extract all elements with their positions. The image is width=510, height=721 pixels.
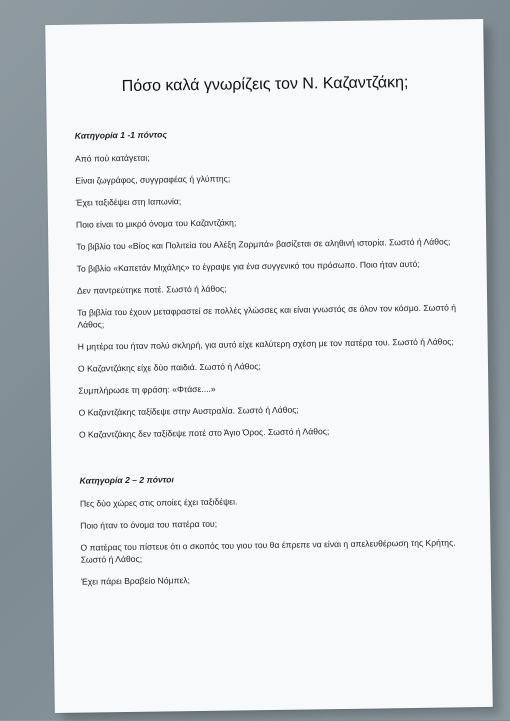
question-item: Η μητέρα του ήταν πολύ σκληρή, για αυτό είχε καλύτερη σχέση με τον πατέρα του. Σωστό ή Λάθος;: [77, 336, 454, 352]
question-item: Συμπλήρωσε τη φράση: «Φτάσε....»: [78, 383, 216, 396]
question-item: Ο Καζαντζάκης ταξίδεψε στην Αυστραλία. Σωστό ή Λάθος;: [78, 404, 299, 418]
document-title: Πόσο καλά γνωρίζεις τον Ν. Καζαντζάκη;: [121, 74, 409, 96]
question-item: Ποιο ήταν το όνομα του πατέρα του;: [80, 518, 218, 531]
question-item: Έχει ταξιδέψει στη Ιαπωνία;: [75, 196, 182, 208]
question-item: Ποιο είναι το μικρό όνομα του Καζαντζάκη;: [75, 217, 237, 230]
category-heading: Κατηγορία 1 -1 πόντος: [74, 129, 167, 141]
question-item: Το βιβλίο του «Βίος και Πολιτεία του Αλέξη Ζορμπά» βασίζεται σε αληθινή ιστορία. Σωστό ή Λάθος;: [76, 236, 451, 252]
question-item: Ο πατέρας του πίστευε ότι ο σκοπός του γιου του θα έπρεπε να είναι η απελευθέρωση της Κρήτης. Σωστό ή Λάθος;: [80, 537, 456, 565]
question-item: Ο Καζαντζάκης δεν ταξίδεψε ποτέ στο Άγιο Όρος. Σωστό ή Λάθος;: [78, 426, 330, 440]
question-item: Είναι ζωγράφος, συγγραφέας ή γλύπτης;: [75, 173, 231, 186]
question-item: Τα βιβλία του έχουν μεταφραστεί σε πολλές γλώσσες και είναι γνωστός σε όλον τον κόσμο. Σωστό ή Λάθος;: [77, 302, 457, 330]
question-item: Πες δύο χώρες στις οποίες έχει ταξιδέψει.: [79, 496, 238, 509]
document-page: [45, 19, 493, 713]
question-item: Δεν παντρεύτηκε ποτέ. Σωστό ή λάθος;: [76, 283, 227, 296]
question-item: Το βιβλίο «Καπετάν Μιχάλης» το έγραψε για ένα συγγενικό του πρόσωπο. Ποιο ήταν αυτό;: [76, 258, 420, 274]
question-item: Από πού κατάγεται;: [75, 152, 150, 164]
question-item: Ο Καζαντζάκης είχε δύο παιδιά. Σωστό ή Λάθος;: [77, 361, 261, 374]
document-content: [75, 124, 463, 597]
question-item: Έχει πάρει Βραβείο Νόμπελ;: [80, 575, 191, 587]
category-heading: Κατηγορία 2 – 2 πόντοι: [79, 474, 174, 486]
